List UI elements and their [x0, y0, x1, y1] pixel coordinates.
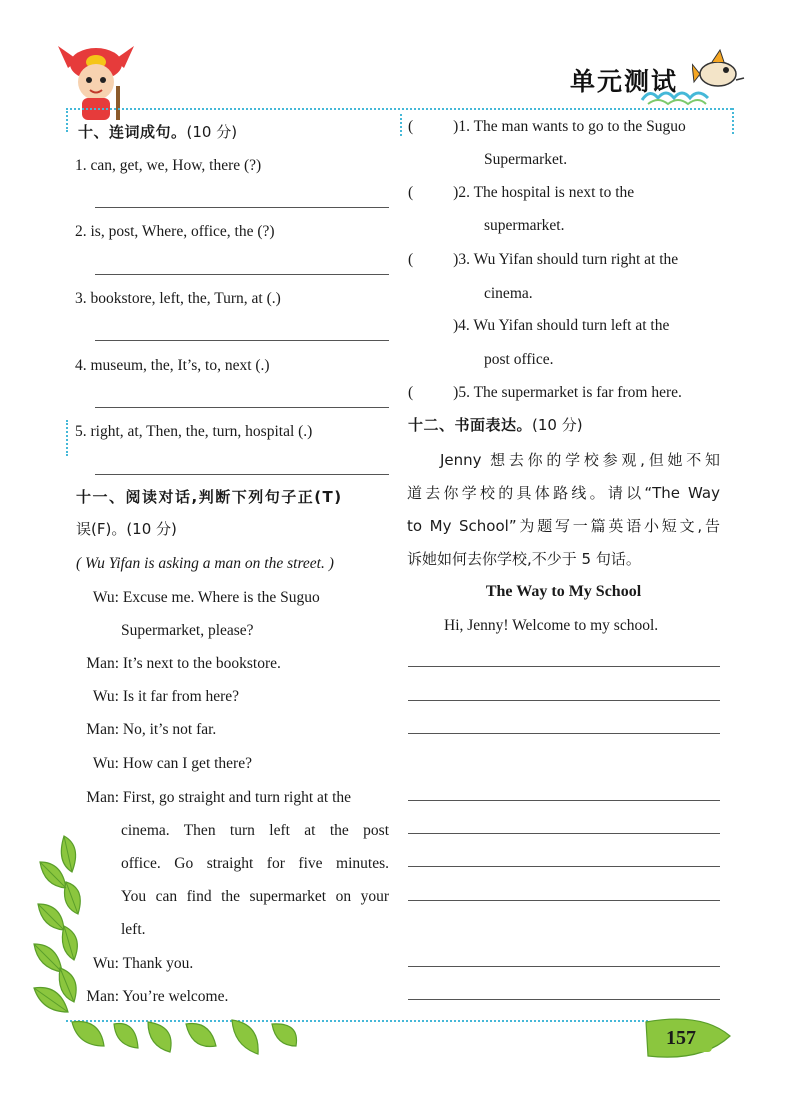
tf-open-paren[interactable]: (: [408, 118, 414, 135]
section-10-score: (10 分): [186, 123, 238, 141]
tf-text: 3. Wu Yifan should turn right at the: [458, 251, 679, 268]
dialogue-line: [75, 754, 252, 774]
answer-line[interactable]: [95, 407, 389, 408]
writing-line[interactable]: [408, 966, 720, 967]
dialogue-line: You can find the supermarket on your: [121, 888, 389, 905]
tf-text: 5. The supermarket is far from here.: [458, 384, 682, 401]
dialogue-line: [75, 788, 351, 808]
dialogue-text: Is it far from here?: [122, 688, 240, 705]
speaker-label: Wu:: [92, 955, 119, 972]
writing-line[interactable]: [408, 666, 720, 667]
section-12-title-text: 十二、书面表达。: [408, 416, 533, 434]
prompt-line: to My School”为题写一篇英语小短文,告: [407, 517, 720, 535]
writing-line[interactable]: [408, 866, 720, 867]
dialogue-line: [75, 588, 320, 608]
speaker-label: Man:: [86, 789, 119, 806]
page-number-badge: [650, 1024, 712, 1052]
answer-line[interactable]: [95, 474, 389, 475]
speaker-label: Man:: [86, 655, 119, 672]
prompt-line: Jenny 想去你的学校参观,但她不知: [440, 451, 720, 469]
dialogue-text: No, it’s not far.: [122, 721, 217, 738]
tf-item: [408, 316, 669, 336]
tf-item-cont: Supermarket.: [484, 151, 568, 168]
leaf-border-decoration: [20, 832, 320, 1072]
center-divider: [400, 114, 402, 136]
section-12-score: (10 分): [532, 416, 583, 434]
dialogue-line: Supermarket, please?: [121, 622, 254, 639]
right-dotted-border: [732, 108, 734, 134]
writing-line[interactable]: [408, 800, 720, 801]
tf-text: 4. Wu Yifan should turn left at the: [458, 317, 670, 334]
tf-item: [408, 183, 634, 203]
tf-open-paren[interactable]: (: [408, 251, 414, 268]
tf-item-cont: supermarket.: [484, 217, 565, 234]
dialogue-line: [75, 687, 239, 707]
dialogue-text: Excuse me. Where is the Suguo: [122, 589, 320, 606]
answer-line[interactable]: [95, 207, 389, 208]
tf-close-paren: ): [453, 317, 459, 334]
answer-line[interactable]: [95, 274, 389, 275]
section-11-title-line2: 误(F)。(10 分): [76, 520, 177, 538]
unit-test-label: 单元测试: [570, 67, 679, 96]
dialogue-line: [75, 654, 281, 674]
dialogue-line: left.: [121, 921, 146, 938]
tf-item-cont: post office.: [484, 351, 554, 368]
question-item: 4. museum, the, It’s, to, next (.): [75, 357, 270, 374]
dialogue-text: Thank you.: [122, 955, 194, 972]
section-11-title-line1: 十一、阅读对话,判断下列句子正(T): [76, 488, 343, 506]
tf-close-paren: ): [453, 384, 459, 401]
tf-close-paren: ): [453, 118, 459, 135]
section-12-title: [408, 414, 583, 435]
speaker-label: Man:: [86, 721, 119, 738]
tf-open-paren[interactable]: (: [408, 384, 414, 401]
tf-item: [408, 117, 686, 137]
dialogue-line: [75, 720, 216, 740]
dialogue-text: It’s next to the bookstore.: [122, 655, 281, 672]
question-item: 5. right, at, Then, the, turn, hospital (.): [75, 423, 313, 440]
question-item: 3. bookstore, left, the, Turn, at (.): [75, 290, 281, 307]
left-dotted-border-mid: [66, 420, 68, 456]
writing-line[interactable]: [408, 833, 720, 834]
dialogue-text: First, go straight and turn right at the: [122, 789, 352, 806]
speaker-label: Man:: [86, 988, 119, 1005]
essay-start: Hi, Jenny! Welcome to my school.: [444, 617, 659, 634]
speaker-label: Wu:: [92, 589, 119, 606]
question-item: 1. can, get, we, How, there (?): [75, 157, 262, 174]
dialogue-context: ( Wu Yifan is asking a man on the street. ): [76, 555, 334, 572]
section-10-title: [78, 121, 237, 142]
speaker-label: Wu:: [92, 688, 119, 705]
answer-line[interactable]: [95, 340, 389, 341]
tf-open-paren[interactable]: (: [408, 184, 414, 201]
dialogue-text: How can I get there?: [122, 755, 252, 772]
dialogue-line: cinema. Then turn left at the post: [121, 822, 389, 839]
tf-item: [408, 250, 678, 270]
left-dotted-border-top: [66, 108, 68, 132]
writing-line[interactable]: [408, 700, 720, 701]
page-number: 157: [666, 1027, 696, 1049]
writing-line[interactable]: [408, 900, 720, 901]
tf-item-cont: cinema.: [484, 285, 533, 302]
dialogue-line: office. Go straight for five minutes.: [121, 855, 389, 872]
dialogue-text: You’re welcome.: [122, 988, 229, 1005]
section-10-title-text: 十、连词成句。: [78, 123, 187, 141]
tf-text: 2. The hospital is next to the: [458, 184, 635, 201]
essay-title: The Way to My School: [485, 583, 642, 600]
tf-item: [408, 383, 682, 403]
writing-line[interactable]: [408, 733, 720, 734]
question-item: 2. is, post, Where, office, the (?): [75, 223, 275, 240]
tf-text: 1. The man wants to go to the Suguo: [458, 118, 686, 135]
top-dotted-border: [66, 108, 732, 110]
prompt-line: 道去你学校的具体路线。请以“The Way: [407, 484, 720, 502]
speaker-label: Wu:: [92, 755, 119, 772]
prompt-line: 诉她如何去你学校,不少于 5 句话。: [407, 550, 641, 568]
tf-close-paren: ): [453, 184, 459, 201]
tf-close-paren: ): [453, 251, 459, 268]
writing-line[interactable]: [408, 999, 720, 1000]
fish-mascot-icon: [692, 44, 746, 98]
